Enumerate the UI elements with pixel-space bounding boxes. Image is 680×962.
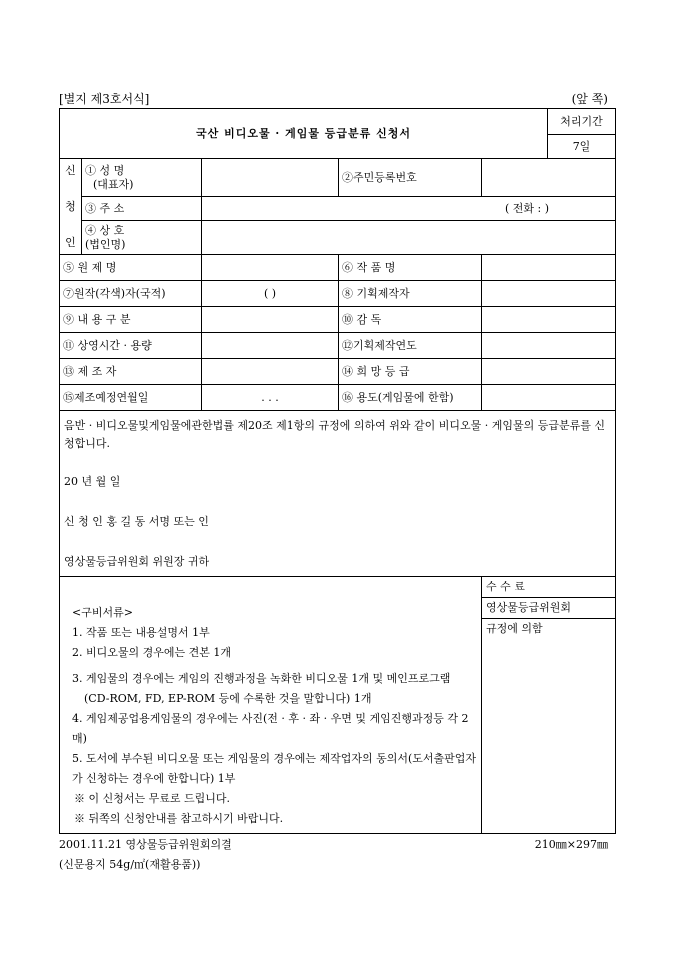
- original-title-field[interactable]: [202, 255, 339, 281]
- document-item: 1. 작품 또는 내용설명서 1부: [72, 626, 210, 639]
- plan-year-field[interactable]: [482, 333, 616, 359]
- document-item: 4. 게임제공업용게임물의 경우에는 사진(전 · 후 · 좌 · 우면 및 게임진행과정등 각 2매): [72, 712, 469, 745]
- usage-label: ⑯ 용도(게임물에 한함): [339, 385, 482, 411]
- production-date-field[interactable]: . . .: [202, 385, 339, 411]
- original-author-label: ⑦원작(각색)자(국적): [60, 281, 202, 307]
- notice-guide: ※ 뒤쪽의 신청안내를 참고하시기 바랍니다.: [74, 812, 284, 825]
- processing-period-label: 처리기간: [548, 109, 616, 135]
- documents-heading: <구비서류>: [72, 606, 133, 619]
- address-field[interactable]: [202, 197, 616, 221]
- document-item: 3. 게임물의 경우에는 게임의 진행과정을 녹화한 비디오물 1개 및 메인프로그램: [72, 672, 451, 685]
- content-type-label: ⑨ 내 용 구 분: [60, 307, 202, 333]
- declaration-addressee: 영상물등급위원회 위원장 귀하: [64, 555, 210, 568]
- application-form: [59, 108, 616, 834]
- planner-field[interactable]: [482, 281, 616, 307]
- notice-free: ※ 이 신청서는 무료로 드립니다.: [74, 792, 230, 805]
- processing-period-value: 7일: [548, 135, 616, 159]
- runtime-field[interactable]: [202, 333, 339, 359]
- production-date-label: ⑮제조예정연월일: [60, 385, 202, 411]
- applicant-section-label: 신 청 인: [60, 159, 82, 255]
- document-item: 2. 비디오물의 경우에는 견본 1개: [72, 646, 231, 659]
- declaration-date: 20 년 월 일: [64, 475, 121, 488]
- rrn-field[interactable]: [482, 159, 616, 197]
- original-title-label: ⑤ 원 제 명: [60, 255, 202, 281]
- name-label: ① 성 명 (대표자): [82, 159, 202, 197]
- work-title-label: ⑥ 작 품 명: [339, 255, 482, 281]
- fee-line-2: 규정에 의함: [482, 618, 615, 639]
- fee-box: [482, 577, 616, 834]
- work-title-field[interactable]: [482, 255, 616, 281]
- rrn-label: ②주민등록번호: [339, 159, 482, 197]
- page-side-label: (앞 쪽): [571, 92, 608, 106]
- phone-text: ( 전화 : ): [504, 201, 549, 215]
- director-label: ⑩ 감 독: [339, 307, 482, 333]
- paper-spec: (신문용지 54g/㎡(재활용품)): [59, 858, 201, 871]
- paper-size: 210㎜×297㎜: [534, 838, 608, 851]
- document-item: 5. 도서에 부수된 비디오물 또는 게임물의 경우에는 제작업자의 동의서(도서출판업자가 신청하는 경우에 한합니다) 1부: [72, 752, 477, 785]
- usage-field[interactable]: [482, 385, 616, 411]
- form-decision: 2001.11.21 영상물등급위원회의결: [59, 838, 232, 851]
- planner-label: ⑧ 기획제작자: [339, 281, 482, 307]
- runtime-label: ⑪ 상영시간 · 용량: [60, 333, 202, 359]
- plan-year-label: ⑫기획제작연도: [339, 333, 482, 359]
- form-title: 국산 비디오물 · 게임물 등급분류 신청서: [60, 109, 548, 159]
- company-field[interactable]: [202, 221, 616, 255]
- declaration-section: [60, 411, 616, 577]
- form-number: [별지 제3호서식]: [59, 92, 150, 106]
- fee-line-1: 영상물등급위원회: [486, 601, 572, 614]
- fee-label: 수 수 료: [482, 577, 615, 598]
- required-documents: [60, 577, 482, 834]
- manufacturer-label: ⑬ 제 조 자: [60, 359, 202, 385]
- document-item: (CD-ROM, FD, EP-ROM 등에 수록한 것을 말합니다) 1개: [84, 692, 372, 705]
- desired-rating-field[interactable]: [482, 359, 616, 385]
- declaration-signer: 신 청 인 홍 길 동 서명 또는 인: [64, 515, 209, 528]
- declaration-text: 음반 · 비디오물및게임물에관한법률 제20조 제1항의 규정에 의하여 위와 같이 비디오물 · 게임물의 등급분류를 신청합니다.: [64, 419, 605, 450]
- original-author-field[interactable]: ( ): [202, 281, 339, 307]
- company-label: ④ 상 호 (법인명): [82, 221, 202, 255]
- content-type-field[interactable]: [202, 307, 339, 333]
- desired-rating-label: ⑭ 희 망 등 급: [339, 359, 482, 385]
- manufacturer-field[interactable]: [202, 359, 339, 385]
- address-label: ③ 주 소: [82, 197, 202, 221]
- director-field[interactable]: [482, 307, 616, 333]
- name-field[interactable]: [202, 159, 339, 197]
